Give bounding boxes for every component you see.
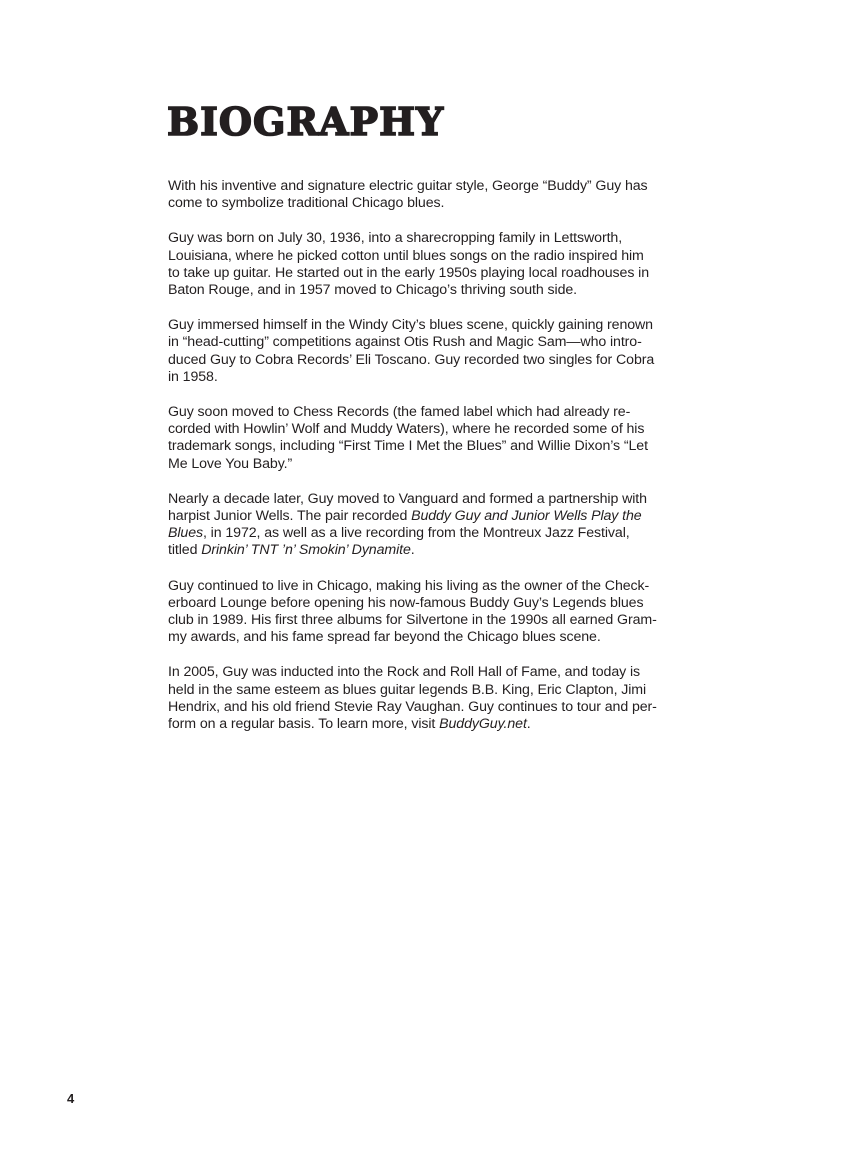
text-segment: titled [168,542,202,559]
paragraph [168,404,678,473]
italic-text: BuddyGuy.net [439,716,527,733]
paragraph [168,664,678,733]
text-line: Me Love You Baby.” [168,455,293,472]
text-segment: Hendrix, and his old friend Stevie Ray Vaughan. Guy continues to tour and per- [168,698,657,715]
text-line: in 1958. [168,368,218,385]
paragraph [168,317,678,386]
text-line: Guy was born on July 30, 1936, into a sharecropping family in Lettsworth, [168,230,623,247]
text-segment: held in the same esteem as blues guitar legends B.B. King, Eric Clapton, Jimi [168,681,647,698]
text-segment: Nearly a decade later, Guy moved to Vanguard and formed a partnership with [168,490,647,507]
text-line: to take up guitar. He started out in the early 1950s playing local roadhouses in [168,264,649,281]
page-number: 4 [67,1091,75,1106]
text-line: Guy soon moved to Chess Records (the famed label which had already re- [168,404,631,421]
text-line: Baton Rouge, and in 1957 moved to Chicago’s thriving south side. [168,282,577,299]
text-line: With his inventive and signature electric guitar style, George “Buddy” Guy has [168,178,648,194]
text-segment: , in 1972, as well as a live recording from the Montreux Jazz Festival, [203,525,630,542]
italic-text: Buddy Guy and Junior Wells Play the [411,508,642,525]
text-segment: In 2005, Guy was inducted into the Rock and Roll Hall of Fame, and today is [168,664,640,681]
text-line: corded with Howlin’ Wolf and Muddy Waters), where he recorded some of his [168,421,645,438]
paragraph [168,491,678,560]
text-line: come to symbolize traditional Chicago blues. [168,195,445,212]
text-segment: harpist Junior Wells. The pair recorded [168,508,412,525]
paragraph [168,230,678,299]
text-line: Guy continued to live in Chicago, making his living as the owner of the Check- [168,577,650,594]
text-line: erboard Lounge before opening his now-famous Buddy Guy’s Legends blues [168,594,644,611]
text-line: club in 1989. His first three albums for Silvertone in the 1990s all earned Gram- [168,612,657,629]
text-segment: form on a regular basis. To learn more, visit [168,716,440,733]
text-line: in “head-cutting” competitions against Otis Rush and Magic Sam—who intro- [168,334,642,351]
text-line: Louisiana, where he picked cotton until blues songs on the radio inspired him [168,247,644,264]
paragraph [168,578,678,647]
text-line: my awards, and his fame spread far beyond the Chicago blues scene. [168,629,601,646]
text-line: trademark songs, including “First Time I Met the Blues” and Willie Dixon’s “Let [168,438,648,455]
text-segment: . [526,716,531,733]
text-line: Guy immersed himself in the Windy City’s blues scene, quickly gaining renown [168,317,653,334]
biography-body [168,178,678,751]
page-title: BIOGRAPHY [167,99,445,144]
paragraph [168,178,678,212]
italic-text: Drinkin’ TNT ’n’ Smokin’ Dynamite [201,542,411,559]
text-line: duced Guy to Cobra Records’ Eli Toscano. Guy recorded two singles for Cobra [168,351,655,368]
italic-text: Blues [168,525,203,542]
text-segment: . [410,542,415,559]
